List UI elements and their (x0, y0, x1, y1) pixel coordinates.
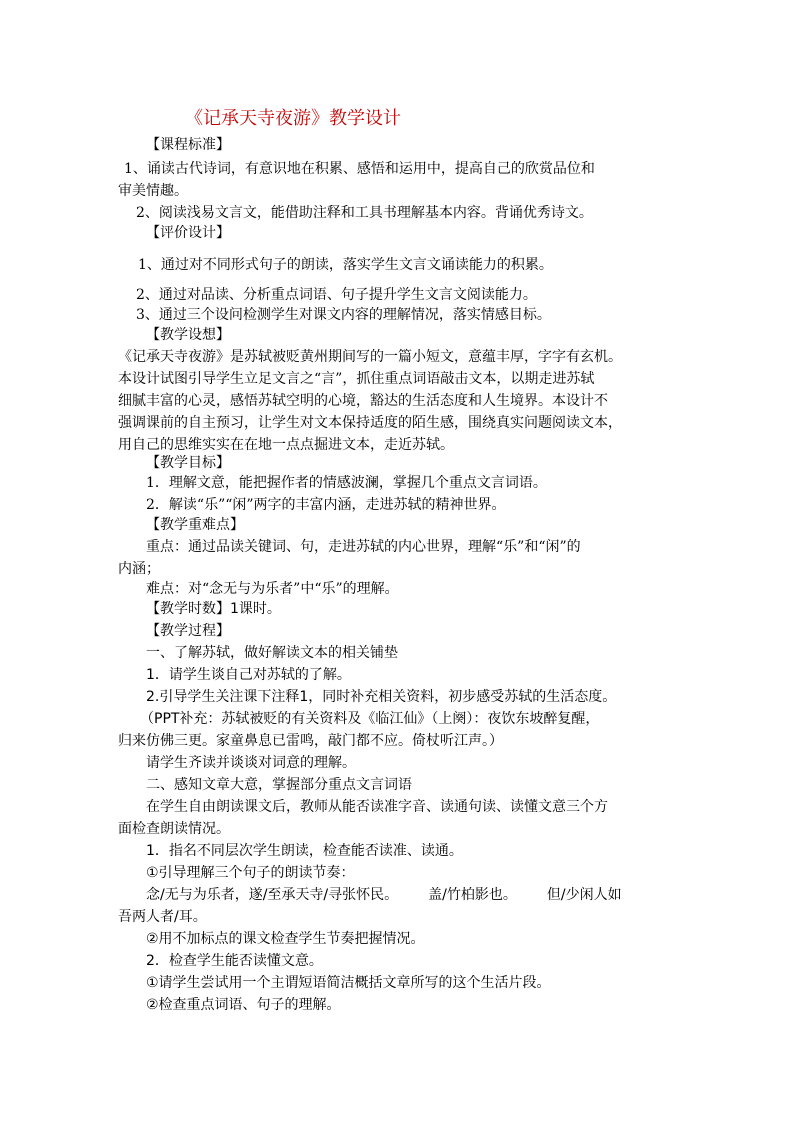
process-step-2-item-1b: ②用不加标点的课文检查学生节奏把握情况。 (146, 931, 425, 947)
key-point-cont: 内涵； (118, 561, 160, 577)
section-heading-hours: 【教学时数】 (146, 601, 230, 617)
process-step-2-item-1: 1．指名不同层次学生朗读，检查能否读准、读通。 (146, 843, 463, 859)
process-step-2-item-2b: ②检查重点词语、句子的理解。 (146, 997, 341, 1013)
standards-item-1-cont: 审美情趣。 (118, 183, 188, 199)
process-step-2-item-1a: ①引导理解三个句子的朗读节奏： (146, 865, 355, 881)
objectives-item-2: 2．解读“乐”“闲”两字的丰富内涵，走进苏轼的精神世界。 (146, 497, 506, 513)
rhythm-example-3: 但/少闲人如 (546, 887, 622, 903)
rhythm-examples (146, 884, 622, 906)
section-heading-design-idea: 【教学设想】 (146, 327, 230, 343)
design-idea-line-4: 强调课前的自主预习，让学生对文本保持适度的陌生感，围绕真实问题阅读文本， (118, 415, 622, 431)
standards-item-2: 2、阅读浅易文言文，能借助注释和工具书理解基本内容。背诵优秀诗文。 (136, 205, 593, 221)
rhythm-example-1: 念/无与为乐者，遂/至承天寺/寻张怀民。 (146, 887, 399, 903)
difficulty-point: 难点：对“念无与为乐者”中“乐”的理解。 (146, 581, 399, 597)
objectives-item-1: 1．理解文意，能把握作者的情感波澜，掌握几个重点文言词语。 (146, 475, 547, 491)
standards-item-1: 1、诵读古代诗词，有意识地在积累、感悟和运用中，提高自己的欣赏品位和 (124, 161, 595, 177)
rhythm-example-3-cont: 吾两人者/耳。 (118, 909, 207, 925)
key-point: 重点：通过品读关键词、句，走进苏轼的内心世界，理解“乐”和“闲”的 (146, 539, 581, 555)
process-step-2-item-2: 2．检查学生能否读懂文意。 (146, 953, 323, 969)
evaluation-item-2: 2、通过对品读、分析重点词语、句子提升学生文言文阅读能力。 (136, 287, 537, 303)
evaluation-item-3: 3、通过三个设问检测学生对课文内容的理解情况，落实情感目标。 (136, 307, 551, 323)
section-heading-standards: 【课程标准】 (146, 137, 230, 153)
page-title: 《记承天寺夜游》教学设计 (185, 108, 401, 129)
section-heading-objectives: 【教学目标】 (146, 455, 230, 471)
evaluation-item-1: 1、通过对不同形式句子的朗读，落实学生文言文诵读能力的积累。 (138, 257, 553, 273)
section-hours (146, 598, 281, 620)
design-idea-line-5: 用自己的思维实实在在地一点点掘进文本，走近苏轼。 (118, 437, 454, 453)
process-step-2-intro-cont: 面检查朗读情况。 (118, 821, 230, 837)
process-step-1-item-2: 2.引导学生关注课下注释1，同时补充相关资料，初步感受苏轼的生活态度。 (146, 689, 617, 705)
section-heading-evaluation: 【评价设计】 (146, 225, 230, 241)
design-idea-line-2: 本设计试图引导学生立足文言之“言”，抓住重点词语敲击文本，以期走进苏轼 (118, 371, 595, 387)
section-heading-process: 【教学过程】 (146, 623, 230, 639)
design-idea-line-1: 《记承天寺夜游》是苏轼被贬黄州期间写的一篇小短文，意蕴丰厚，字字有玄机。 (118, 349, 622, 365)
process-step-2-intro: 在学生自由朗读课文后，教师从能否读准字音、读通句读、读懂文意三个方 (146, 799, 608, 815)
process-ppt-note: （PPT补充：苏轼被贬的有关资料及《临江仙》（上阕）：夜饮东坡醉复醒， (140, 711, 600, 727)
hours-value: 1课时。 (230, 601, 281, 617)
process-step-1-item-3: 请学生齐读并谈谈对词意的理解。 (146, 755, 356, 771)
design-idea-line-3: 细腻丰富的心灵，感悟苏轼空明的心境，豁达的生活态度和人生境界。本设计不 (118, 393, 608, 409)
section-heading-key-points: 【教学重难点】 (146, 517, 244, 533)
process-ppt-note-cont: 归来仿佛三更。家童鼻息已雷鸣，敲门都不应。倚杖听江声。） (118, 733, 503, 749)
rhythm-example-2: 盖/竹柏影也。 (428, 887, 517, 903)
process-step-2: 二、感知文章大意，掌握部分重点文言词语 (146, 777, 412, 793)
process-step-2-item-2a: ①请学生尝试用一个主谓短语简洁概括文章所写的这个生活片段。 (146, 975, 551, 991)
process-step-1-item-1: 1．请学生谈自己对苏轼的了解。 (146, 667, 351, 683)
process-step-1: 一、了解苏轼，做好解读文本的相关铺垫 (146, 645, 398, 661)
